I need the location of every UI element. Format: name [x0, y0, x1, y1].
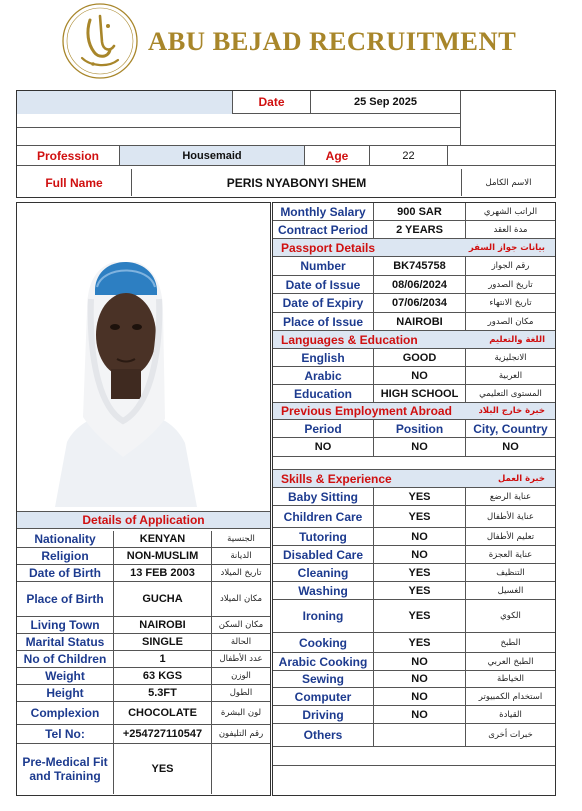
- blank-row: [273, 747, 555, 766]
- app-value: KENYAN: [113, 531, 211, 548]
- company-logo-icon: [60, 2, 140, 80]
- blank-cell: [447, 146, 555, 166]
- company-name: ABU BEJAD RECRUITMENT: [148, 26, 517, 56]
- row-value: 07/06/2034: [373, 294, 465, 313]
- section-title: [273, 331, 555, 349]
- row-value: 08/06/2024: [373, 276, 465, 294]
- row-label: Others: [273, 724, 373, 747]
- age-value: 22: [369, 146, 447, 166]
- app-ar: الجنسية: [211, 531, 270, 548]
- app-ar: مكان الميلاد: [211, 582, 270, 617]
- row-ar: العربية: [465, 367, 555, 385]
- row-label: Children Care: [273, 506, 373, 528]
- app-value: GUCHA: [113, 582, 211, 617]
- row-ar: الكوي: [465, 600, 555, 633]
- row-label: Cooking: [273, 633, 373, 653]
- row-value: YES: [373, 488, 465, 506]
- section-title-ar: بيانات جواز السفر: [468, 242, 545, 253]
- row-ar: الطبخ: [465, 633, 555, 653]
- row-ar: تاريخ الصدور: [465, 276, 555, 294]
- app-ar: الحالة: [211, 634, 270, 651]
- row-label: Number: [273, 257, 373, 276]
- app-value: 63 KGS: [113, 668, 211, 685]
- row-ar: الغسيل: [465, 582, 555, 600]
- fullname-value: PERIS NYABONYI SHEM: [131, 169, 461, 196]
- section-title-text: Languages & Education: [281, 332, 418, 347]
- date-value: 25 Sep 2025: [310, 91, 460, 114]
- row-value: NO: [373, 528, 465, 546]
- row-ar: رقم الجواز: [465, 257, 555, 276]
- row-label: Arabic: [273, 367, 373, 385]
- blank-cell: [460, 91, 555, 146]
- section-title: [273, 239, 555, 257]
- employment-value: NO: [373, 438, 465, 457]
- employment-header: Position: [373, 420, 465, 438]
- app-label: Living Town: [17, 617, 113, 634]
- row-value: 2 YEARS: [373, 221, 465, 239]
- section-title-text: Passport Details: [281, 240, 376, 255]
- date-label: Date: [232, 91, 310, 114]
- row-value: NAIROBI: [373, 313, 465, 331]
- row-ar: مدة العقد: [465, 221, 555, 239]
- section-title-ar: خبرة خارج البلاد: [478, 406, 545, 416]
- fullname-ar: الاسم الكامل: [461, 169, 555, 196]
- app-value: +254727110547: [113, 725, 211, 744]
- fullname-label: Full Name: [45, 175, 103, 190]
- section-title-ar: اللغة والتعليم: [489, 334, 545, 345]
- employment-value: NO: [465, 438, 555, 457]
- row-ar: عناية الأطفال: [465, 506, 555, 528]
- app-label: No of Children: [17, 651, 113, 668]
- row-label: Monthly Salary: [273, 203, 373, 221]
- row-label: Tutoring: [273, 528, 373, 546]
- app-label: Complexion: [17, 702, 113, 725]
- profession-value: Housemaid: [119, 146, 304, 166]
- employment-header: Period: [273, 420, 373, 438]
- app-ar: الطول: [211, 685, 270, 702]
- app-label: Date of Birth: [17, 565, 113, 582]
- row-ar: تعليم الأطفال: [465, 528, 555, 546]
- age-label: Age: [304, 146, 369, 166]
- row-value: NO: [373, 671, 465, 688]
- row-value: GOOD: [373, 349, 465, 367]
- row-ar: التنظيف: [465, 564, 555, 582]
- row-value: YES: [373, 506, 465, 528]
- app-label: Height: [17, 685, 113, 702]
- row-value: NO: [373, 653, 465, 671]
- blank-header-cell: [17, 91, 232, 114]
- employment-value: NO: [273, 438, 373, 457]
- row-ar: مكان الصدور: [465, 313, 555, 331]
- row-label: Date of Issue: [273, 276, 373, 294]
- header: [0, 0, 582, 86]
- row-label: Contract Period: [273, 221, 373, 239]
- row-ar: الطبخ العربي: [465, 653, 555, 671]
- application-title: Details of Application: [17, 511, 270, 529]
- applicant-photo: [25, 207, 225, 507]
- blank-cell: [211, 744, 270, 794]
- row-label: Driving: [273, 706, 373, 724]
- app-label: Tel No:: [17, 725, 113, 744]
- row-label: Place of Issue: [273, 313, 373, 331]
- app-label: Marital Status: [17, 634, 113, 651]
- medical-value: YES: [113, 744, 211, 794]
- row-ar: عناية العجزة: [465, 546, 555, 564]
- row-label: Sewing: [273, 671, 373, 688]
- row-label: Cleaning: [273, 564, 373, 582]
- row-ar: الخياطة: [465, 671, 555, 688]
- section-title: [273, 403, 555, 420]
- row-ar: القيادة: [465, 706, 555, 724]
- row-label: Baby Sitting: [273, 488, 373, 506]
- app-value: 13 FEB 2003: [113, 565, 211, 582]
- row-label: Ironing: [273, 600, 373, 633]
- row-ar: استخدام الكمبيوتر: [465, 688, 555, 706]
- right-panel: [272, 202, 556, 796]
- section-title-ar: خبرة العمل: [497, 473, 545, 484]
- row-value: NO: [373, 367, 465, 385]
- row-value: BK745758: [373, 257, 465, 276]
- app-value: CHOCOLATE: [113, 702, 211, 725]
- app-ar: تاريخ الميلاد: [211, 565, 270, 582]
- app-label: Religion: [17, 548, 113, 565]
- app-value: 1: [113, 651, 211, 668]
- row-value: NO: [373, 688, 465, 706]
- row-value: YES: [373, 582, 465, 600]
- blank-row: [17, 114, 460, 128]
- app-ar: الوزن: [211, 668, 270, 685]
- row-label: English: [273, 349, 373, 367]
- app-ar: مكان السكن: [211, 617, 270, 634]
- section-title-text: Skills & Experience: [281, 471, 392, 486]
- row-ar: الراتب الشهري: [465, 203, 555, 221]
- profession-label: Profession: [17, 146, 119, 166]
- app-ar: رقم التليفون: [211, 725, 270, 744]
- app-label: Place of Birth: [17, 582, 113, 617]
- row-value: YES: [373, 564, 465, 582]
- row-label: Arabic Cooking: [273, 653, 373, 671]
- section-title-text: Previous Employment Abroad: [281, 404, 452, 418]
- row-value: NO: [373, 546, 465, 564]
- app-label: Nationality: [17, 531, 113, 548]
- row-value: 900 SAR: [373, 203, 465, 221]
- row-value: [373, 724, 465, 747]
- section-title: [273, 470, 555, 488]
- app-label: Weight: [17, 668, 113, 685]
- row-label: Disabled Care: [273, 546, 373, 564]
- app-ar: الديانة: [211, 548, 270, 565]
- row-label: Washing: [273, 582, 373, 600]
- app-value: 5.3FT: [113, 685, 211, 702]
- spacer: [273, 457, 555, 470]
- app-value: NON-MUSLIM: [113, 548, 211, 565]
- top-info-box: [16, 90, 556, 198]
- blank-row: [17, 128, 460, 146]
- row-ar: المستوى التعليمي: [465, 385, 555, 403]
- row-label: Computer: [273, 688, 373, 706]
- left-panel: [16, 202, 271, 796]
- app-ar: لون البشرة: [211, 702, 270, 725]
- row-label: Date of Expiry: [273, 294, 373, 313]
- row-value: NO: [373, 706, 465, 724]
- app-value: NAIROBI: [113, 617, 211, 634]
- row-value: YES: [373, 633, 465, 653]
- row-value: HIGH SCHOOL: [373, 385, 465, 403]
- row-ar: خبرات أخرى: [465, 724, 555, 747]
- row-ar: عناية الرضع: [465, 488, 555, 506]
- row-label: Education: [273, 385, 373, 403]
- app-ar: عدد الأطفال: [211, 651, 270, 668]
- row-ar: تاريخ الانتهاء: [465, 294, 555, 313]
- row-ar: الانجليزية: [465, 349, 555, 367]
- medical-label: Pre-Medical Fit and Training: [22, 755, 108, 783]
- employment-header: City, Country: [465, 420, 555, 438]
- app-value: SINGLE: [113, 634, 211, 651]
- row-value: YES: [373, 600, 465, 633]
